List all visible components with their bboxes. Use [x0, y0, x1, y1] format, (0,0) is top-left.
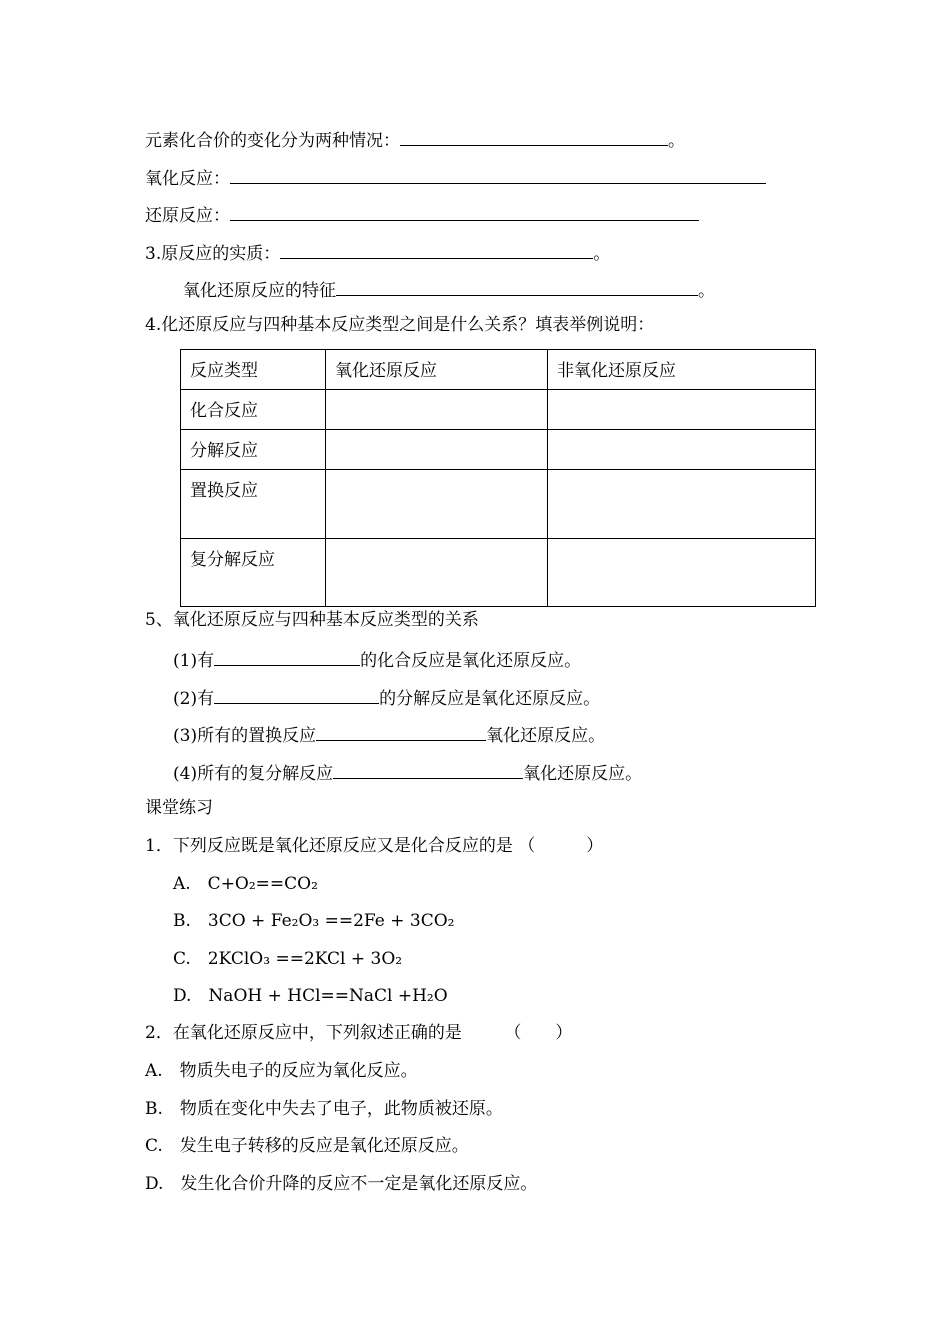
s3-blank[interactable]: [316, 722, 486, 741]
period: 。: [593, 244, 611, 264]
practice-heading: 课堂练习: [145, 798, 213, 818]
valence-prefix: 元素化合价的变化分为两种情况：: [145, 131, 400, 151]
s2-blank[interactable]: [214, 685, 379, 704]
reduction-label: 还原反应：: [145, 206, 230, 226]
p2-option-b[interactable]: B. 物质在变化中失去了电子，此物质被还原。: [145, 1099, 503, 1119]
p2-option-d[interactable]: D. 发生化合价升降的反应不一定是氧化还原反应。: [145, 1174, 538, 1194]
answer-cell[interactable]: [326, 390, 548, 430]
p1-option-a[interactable]: A. C+O₂==CO₂: [173, 874, 318, 894]
essence-prefix: 3.原反应的实质：: [145, 244, 281, 264]
row-label: 化合反应: [181, 390, 326, 430]
s2-pre: (2)有: [173, 689, 215, 709]
s1-pre: (1)有: [173, 651, 215, 671]
reduction-line: [145, 202, 699, 227]
q5-s4: [173, 760, 642, 785]
s1-blank[interactable]: [214, 647, 360, 666]
table-row: [181, 470, 816, 539]
row-label: 置换反应: [181, 470, 326, 539]
table-header: 氧化还原反应: [326, 350, 548, 390]
reduction-blank[interactable]: [230, 202, 699, 221]
table-header: 反应类型: [181, 350, 326, 390]
oxidation-blank[interactable]: [230, 165, 766, 184]
essence-line: [145, 240, 610, 265]
q5-s2: [173, 685, 600, 710]
row-label: 复分解反应: [181, 539, 326, 607]
table-header-row: [181, 350, 816, 390]
answer-cell[interactable]: [326, 430, 548, 470]
valence-line: [145, 127, 685, 152]
p1-question: 1．下列反应既是氧化还原反应又是化合反应的是 （ ）: [145, 836, 604, 856]
answer-cell[interactable]: [326, 470, 548, 539]
valence-blank[interactable]: [400, 127, 668, 146]
q5-title: 5、氧化还原反应与四种基本反应类型的关系: [145, 610, 479, 630]
period: 。: [668, 131, 685, 151]
answer-cell[interactable]: [548, 390, 816, 430]
p2-option-c[interactable]: C. 发生电子转移的反应是氧化还原反应。: [145, 1136, 469, 1156]
p1-option-d[interactable]: D. NaOH + HCl==NaCl +H₂O: [173, 986, 448, 1006]
answer-cell[interactable]: [326, 539, 548, 607]
table-row: [181, 539, 816, 607]
q5-s1: [173, 647, 581, 672]
p1-option-c[interactable]: C. 2KClO₃ ==2KCl + 3O₂: [173, 949, 403, 969]
p1-option-b[interactable]: B. 3CO + Fe₂O₃ ==2Fe + 3CO₂: [173, 911, 455, 931]
answer-cell[interactable]: [548, 470, 816, 539]
s2-post: 的分解反应是氧化还原反应。: [379, 689, 601, 709]
oxidation-line: [145, 165, 766, 190]
feature-prefix: 氧化还原反应的特征: [183, 281, 336, 301]
table-row: [181, 430, 816, 470]
s4-blank[interactable]: [333, 760, 523, 779]
s3-post: 氧化还原反应。: [486, 726, 606, 746]
reaction-type-table: [180, 349, 816, 607]
q4-text: 4.化还原反应与四种基本反应类型之间是什么关系？填表举例说明：: [145, 315, 655, 335]
essence-blank[interactable]: [280, 240, 593, 259]
p2-question: 2．在氧化还原反应中，下列叙述正确的是 （ ）: [145, 1023, 573, 1043]
s4-pre: (4)所有的复分解反应: [173, 764, 334, 784]
answer-cell[interactable]: [548, 430, 816, 470]
feature-blank[interactable]: [336, 277, 698, 296]
s4-post: 氧化还原反应。: [523, 764, 643, 784]
period: 。: [698, 281, 715, 301]
feature-line: [183, 277, 715, 302]
s1-post: 的化合反应是氧化还原反应。: [360, 651, 582, 671]
answer-cell[interactable]: [548, 539, 816, 607]
row-label: 分解反应: [181, 430, 326, 470]
s3-pre: (3)所有的置换反应: [173, 726, 317, 746]
q5-s3: [173, 722, 605, 747]
oxidation-label: 氧化反应：: [145, 169, 230, 189]
table-header: 非氧化还原反应: [548, 350, 816, 390]
table-row: [181, 390, 816, 430]
p2-option-a[interactable]: A. 物质失电子的反应为氧化反应。: [145, 1061, 418, 1081]
